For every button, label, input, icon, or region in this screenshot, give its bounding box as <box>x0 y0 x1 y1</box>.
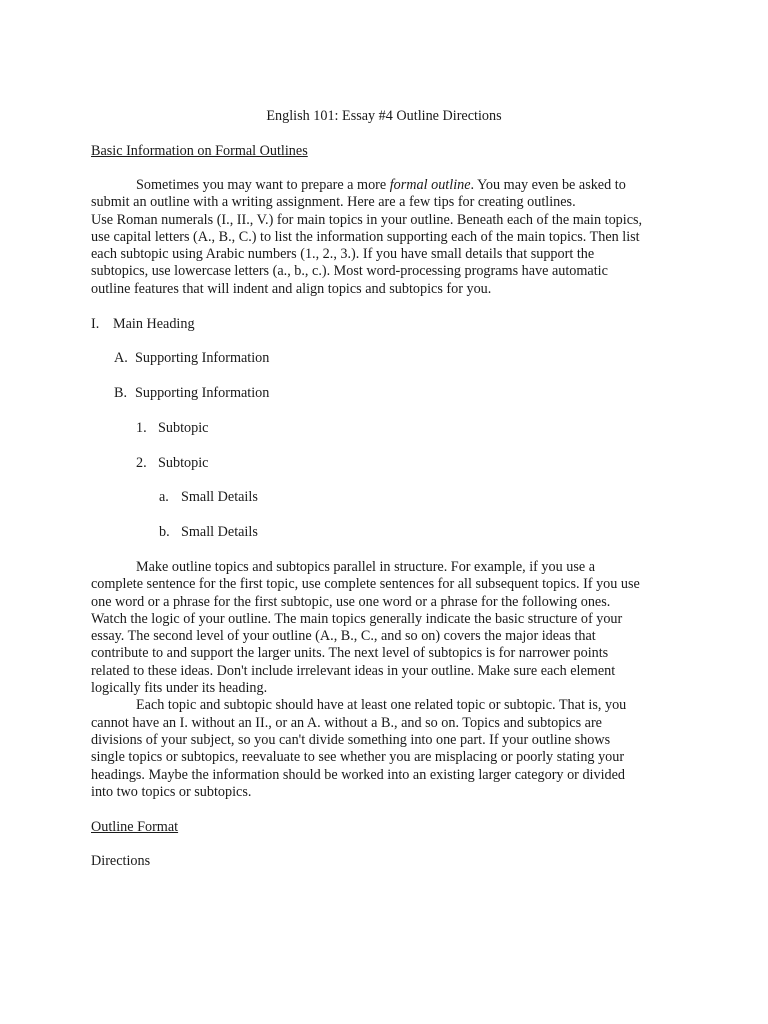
outline-text: Subtopic <box>158 455 209 471</box>
paragraph-line: logically fits under its heading. <box>91 680 268 697</box>
paragraph-line: use capital letters (A., B., C.) to list the information supporting each of the main topics. Then list <box>91 228 640 245</box>
paragraph-line: one word or a phrase for the first subtopic, use one word or a phrase for the following ones. <box>91 593 611 610</box>
intro-emphasis: formal outline <box>389 177 471 193</box>
paragraph-line: Watch the logic of your outline. The main topics generally indicate the basic structure of your <box>91 610 623 627</box>
paragraph-line: Each topic and subtopic should have at least one related topic or subtopic. That is, you <box>136 697 627 714</box>
outline-marker: b. <box>159 524 170 540</box>
section-heading-outline-format: Outline Format <box>91 819 179 835</box>
paragraph-line: outline features that will indent and align topics and subtopics for you. <box>91 280 492 297</box>
outline-marker: B. <box>114 385 128 401</box>
paragraph-line: single topics or subtopics, reevaluate to see whether you are misplacing or poorly stating your <box>91 749 625 766</box>
intro-text-before: Sometimes you may want to prepare a more <box>136 177 390 193</box>
paragraph-line: contribute to and support the larger units. The next level of subtopics is for narrower points <box>91 645 609 662</box>
paragraph-line: related to these ideas. Don't include irrelevant ideas in your outline. Make sure each element <box>91 662 616 679</box>
outline-item-detail-b <box>159 524 258 541</box>
outline-text: Small Details <box>181 489 258 505</box>
outline-marker: 1. <box>136 420 147 436</box>
paragraph-line: divisions of your subject, so you can't divide something into one part. If your outline shows <box>91 731 611 748</box>
document-title: English 101: Essay #4 Outline Directions <box>266 108 502 124</box>
outline-item-subtopic-1 <box>136 420 208 437</box>
outline-item-supporting-b <box>114 385 269 402</box>
paragraph-line: subtopics, use lowercase letters (a., b., c.). Most word-processing programs have automatic <box>91 263 608 280</box>
section-heading-basic-information: Basic Information on Formal Outlines <box>91 143 308 159</box>
paragraph-line: essay. The second level of your outline (A., B., C., and so on) covers the major ideas that <box>91 628 596 645</box>
outline-text: Small Details <box>181 524 258 540</box>
outline-text: Subtopic <box>158 420 209 436</box>
outline-marker: I. <box>91 316 100 332</box>
paragraph-line: cannot have an I. without an II., or an A. without a B., and so on. Topics and subtopics are <box>91 714 602 731</box>
outline-marker: a. <box>159 489 169 505</box>
parallel-structure-paragraph <box>91 559 691 801</box>
paragraph-line: into two topics or subtopics. <box>91 783 252 800</box>
paragraph-line: Use Roman numerals (I., II., V.) for main topics in your outline. Beneath each of the main topics, <box>91 211 643 228</box>
outline-item-detail-a <box>159 489 258 506</box>
outline-item-main-heading <box>91 316 195 333</box>
outline-text: Supporting Information <box>135 350 270 366</box>
outline-text: Main Heading <box>113 316 195 332</box>
paragraph-line: complete sentence for the first topic, use complete sentences for all subsequent topics. If you use <box>91 576 640 593</box>
outline-text: Supporting Information <box>135 385 270 401</box>
directions-label: Directions <box>91 853 151 869</box>
intro-text-after: . You may even be asked to <box>470 177 626 193</box>
outline-marker: 2. <box>136 455 147 471</box>
paragraph-line: Make outline topics and subtopics parallel in structure. For example, if you use a <box>136 559 596 575</box>
outline-item-supporting-a <box>114 350 269 367</box>
paragraph-line: submit an outline with a writing assignment. Here are a few tips for creating outlines. <box>91 194 576 211</box>
outline-item-subtopic-2 <box>136 455 208 472</box>
paragraph-line: each subtopic using Arabic numbers (1., 2., 3.). If you have small details that support the <box>91 246 595 263</box>
paragraph-line: headings. Maybe the information should be worked into an existing larger category or divided <box>91 766 625 783</box>
intro-paragraph <box>91 177 691 298</box>
intro-line-1 <box>91 177 691 194</box>
outline-marker: A. <box>114 350 128 366</box>
